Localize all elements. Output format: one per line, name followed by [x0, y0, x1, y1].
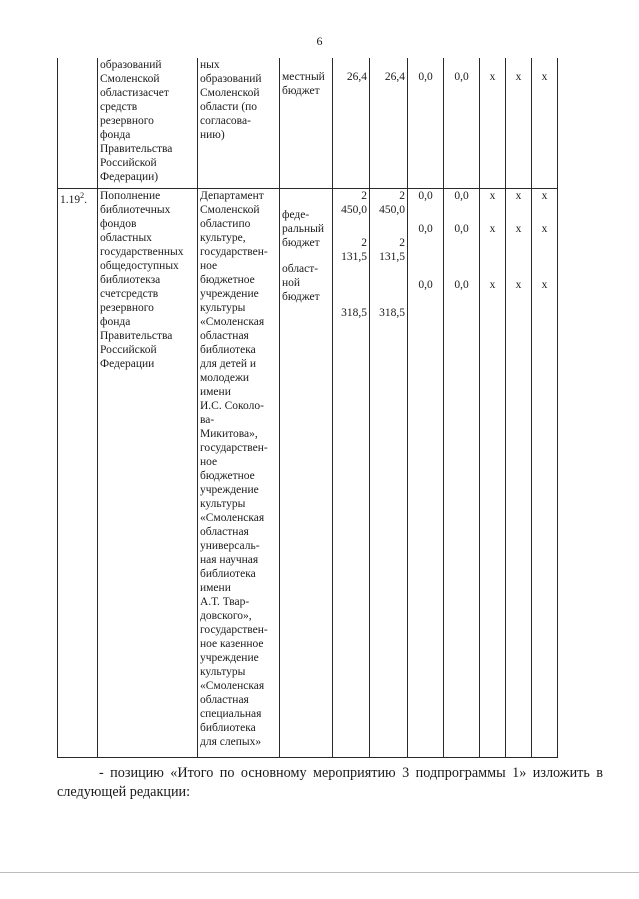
- cell-total: 2 450,0 2 131,5 318,5: [333, 189, 370, 758]
- text-line: универсаль-: [200, 540, 260, 552]
- text-line: образований: [100, 59, 162, 71]
- cell-indicator-2: х: [506, 58, 532, 189]
- text-line: имени: [200, 582, 231, 594]
- cell-indicator-1: х: [480, 58, 506, 189]
- text-line: государствен-: [200, 624, 268, 636]
- text-line: Департамент: [200, 190, 264, 202]
- text-line: Смоленской: [200, 87, 260, 99]
- text-line: специальная: [200, 708, 262, 720]
- text-line: библиотекза: [100, 274, 161, 286]
- text-line: резервного: [100, 302, 154, 314]
- page-number: 6: [316, 34, 323, 48]
- cell-total: 26,4: [333, 58, 370, 189]
- text-line: Российской: [100, 157, 157, 169]
- text-line: культуры: [200, 666, 246, 678]
- text-line: образований: [200, 73, 262, 85]
- text-line: нию): [200, 129, 225, 141]
- text-line: для детей и: [200, 358, 257, 370]
- text-line: областизасчет: [100, 87, 169, 99]
- text-line: ной: [282, 277, 301, 289]
- text-line: согласова-: [200, 115, 251, 127]
- text-line: Микитова»,: [200, 428, 258, 440]
- text-line: ное: [200, 260, 218, 272]
- text-line: «Смоленская: [200, 680, 265, 692]
- cell-number: 1.19$^2$.: [58, 189, 98, 758]
- text-line: области (по: [200, 101, 258, 113]
- text-line: ное казенное: [200, 638, 264, 650]
- text-line: ное: [200, 456, 218, 468]
- text-line: резервного: [100, 115, 154, 127]
- text-line: А.Т. Твар-: [200, 596, 250, 608]
- amendment-note: - позицию «Итого по основному мероприятию 3 подпрограммы 1» изложить в следующей редакции:: [57, 765, 603, 800]
- cell-measure-name: [98, 189, 198, 758]
- cell-year-1: 2 450,0 2 131,5 318,5: [370, 189, 408, 758]
- text-line: учреждение: [200, 288, 259, 300]
- text-line: фонда: [100, 129, 131, 141]
- text-line: феде-: [282, 209, 310, 221]
- text-line: молодежи: [200, 372, 250, 384]
- text-line: счетсредств: [100, 288, 159, 300]
- text-line: Федерации: [100, 358, 155, 370]
- text-line: Смоленской: [100, 73, 160, 85]
- text-line: библиотечных: [100, 204, 171, 216]
- text-line: Смоленской: [200, 204, 260, 216]
- text-line: фонда: [100, 316, 131, 328]
- text-line: государственных: [100, 246, 184, 258]
- cell-executor: [198, 189, 280, 758]
- text-line: государствен-: [200, 246, 268, 258]
- text-line: библиотека: [200, 344, 256, 356]
- text-line: «Смоленская: [200, 512, 265, 524]
- text-line: бюджет: [282, 237, 320, 249]
- footer-divider: [0, 872, 639, 873]
- table-row: [58, 58, 558, 189]
- text-line: областная: [200, 694, 249, 706]
- text-line: культуры: [200, 302, 246, 314]
- text-line: средств: [100, 101, 138, 113]
- text-line: государствен-: [200, 442, 268, 454]
- cell-funding-source: [280, 58, 333, 189]
- text-line: областных: [100, 232, 152, 244]
- text-line: учреждение: [200, 652, 259, 664]
- text-line: общедоступных: [100, 260, 179, 272]
- cell-number: [58, 58, 98, 189]
- text-line: библиотека: [200, 568, 256, 580]
- text-line: областипо: [200, 218, 251, 230]
- cell-measure-name: [98, 58, 198, 189]
- cell-year-2: 0,0: [408, 58, 444, 189]
- cell-year-1: 26,4: [370, 58, 408, 189]
- budget-table: [57, 58, 558, 758]
- text-line: бюджетное: [200, 470, 255, 482]
- text-line: Федерации): [100, 171, 159, 183]
- text-line: фондов: [100, 218, 137, 230]
- cell-year-3: 0,0 0,0 0,0: [444, 189, 480, 758]
- text-line: бюджет: [282, 291, 320, 303]
- text-line: Пополнение: [100, 190, 161, 202]
- text-line: бюджет: [282, 85, 320, 97]
- text-line: областная: [200, 330, 249, 342]
- text-line: имени: [200, 386, 231, 398]
- text-line: ва-: [200, 414, 215, 426]
- text-line: Российской: [100, 344, 157, 356]
- text-line: Правительства: [100, 143, 173, 155]
- cell-indicator-2: х х х: [506, 189, 532, 758]
- text-line: учреждение: [200, 484, 259, 496]
- text-line: местный: [282, 71, 325, 83]
- text-line: бюджетное: [200, 274, 255, 286]
- text-line: областная: [200, 526, 249, 538]
- text-line: ральный: [282, 223, 324, 235]
- text-line: «Смоленская: [200, 316, 265, 328]
- text-line: област-: [282, 263, 319, 275]
- table-row: [58, 189, 558, 758]
- text-line: И.С. Соколо-: [200, 400, 264, 412]
- text-line: довского»,: [200, 610, 252, 622]
- text-line: ных: [200, 59, 220, 71]
- text-line: ная научная: [200, 554, 259, 566]
- text-line: для слепых»: [200, 736, 262, 748]
- cell-year-3: 0,0: [444, 58, 480, 189]
- cell-funding-source: [280, 189, 333, 758]
- cell-indicator-1: х х х: [480, 189, 506, 758]
- cell-indicator-3: х х х: [532, 189, 558, 758]
- text-line: культуры: [200, 498, 246, 510]
- cell-year-2: 0,0 0,0 0,0: [408, 189, 444, 758]
- cell-indicator-3: х: [532, 58, 558, 189]
- cell-executor: [198, 58, 280, 189]
- text-line: культуре,: [200, 232, 246, 244]
- text-line: Правительства: [100, 330, 173, 342]
- text-line: библиотека: [200, 722, 256, 734]
